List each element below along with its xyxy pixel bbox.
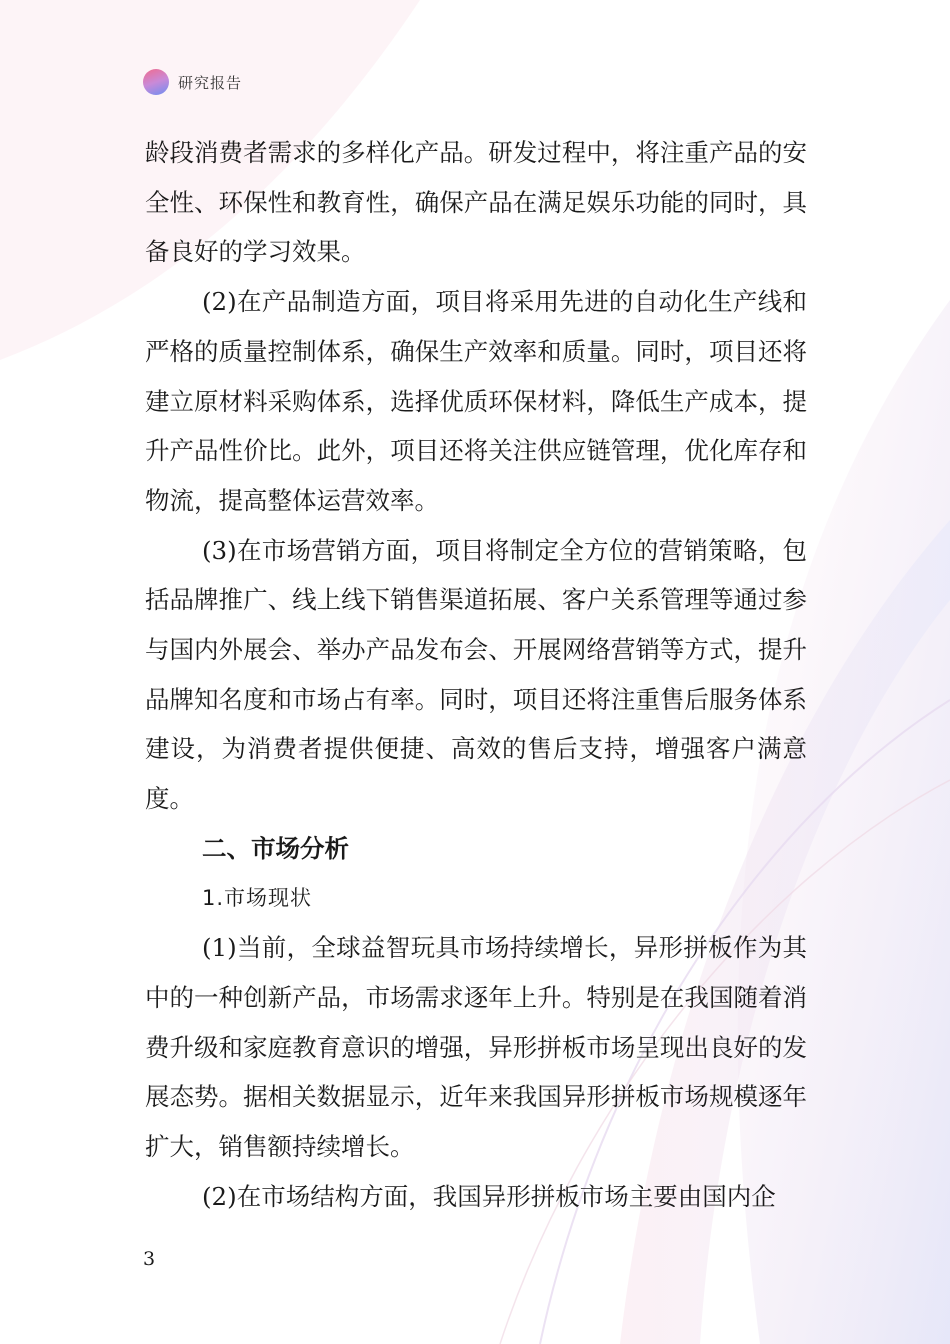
page-number: 3 [143,1248,156,1270]
paragraph: (1)当前，全球益智玩具市场持续增长，异形拼板作为其中的一种创新产品，市场需求逐年上升。特别是在我国随着消费升级和家庭教育意识的增强，异形拼板市场呈现出良好的发展态势。据相关数据显示，近年来我国异形拼板市场规模逐年扩大，销售额持续增长。 [145,933,807,1162]
report-header [143,68,242,96]
paragraph: (3)在市场营销方面，项目将制定全方位的营销策略，包括品牌推广、线上线下销售渠道拓展、客户关系管理等通过参与国内外展会、举办产品发布会、开展网络营销等方式，提升品牌知名度和市场占有率。同时，项目还将注重售后服务体系建设，为消费者提供便捷、高效的售后支持，增强客户满意度。 [145,535,807,814]
paragraph: 龄段消费者需求的多样化产品。研发过程中，将注重产品的安全性、环保性和教育性，确保产品在满足娱乐功能的同时，具备良好的学习效果。 [145,138,807,267]
paragraph: (2)在产品制造方面，项目将采用先进的自动化生产线和严格的质量控制体系，确保生产效率和质量。同时，项目还将建立原材料采购体系，选择优质环保材料，降低生产成本，提升产品性价比。此外，项目还将关注供应链管理，优化库存和物流，提高整体运营效率。 [145,287,807,515]
section-heading: 二、市场分析 [202,833,349,863]
subsection-heading: 1.市场现状 [202,885,313,910]
paragraph: (2)在市场结构方面，我国异形拼板市场主要由国内企 [202,1181,776,1211]
header-title: 研究报告 [178,73,243,92]
document-body [145,128,807,1221]
logo-icon [143,69,169,95]
